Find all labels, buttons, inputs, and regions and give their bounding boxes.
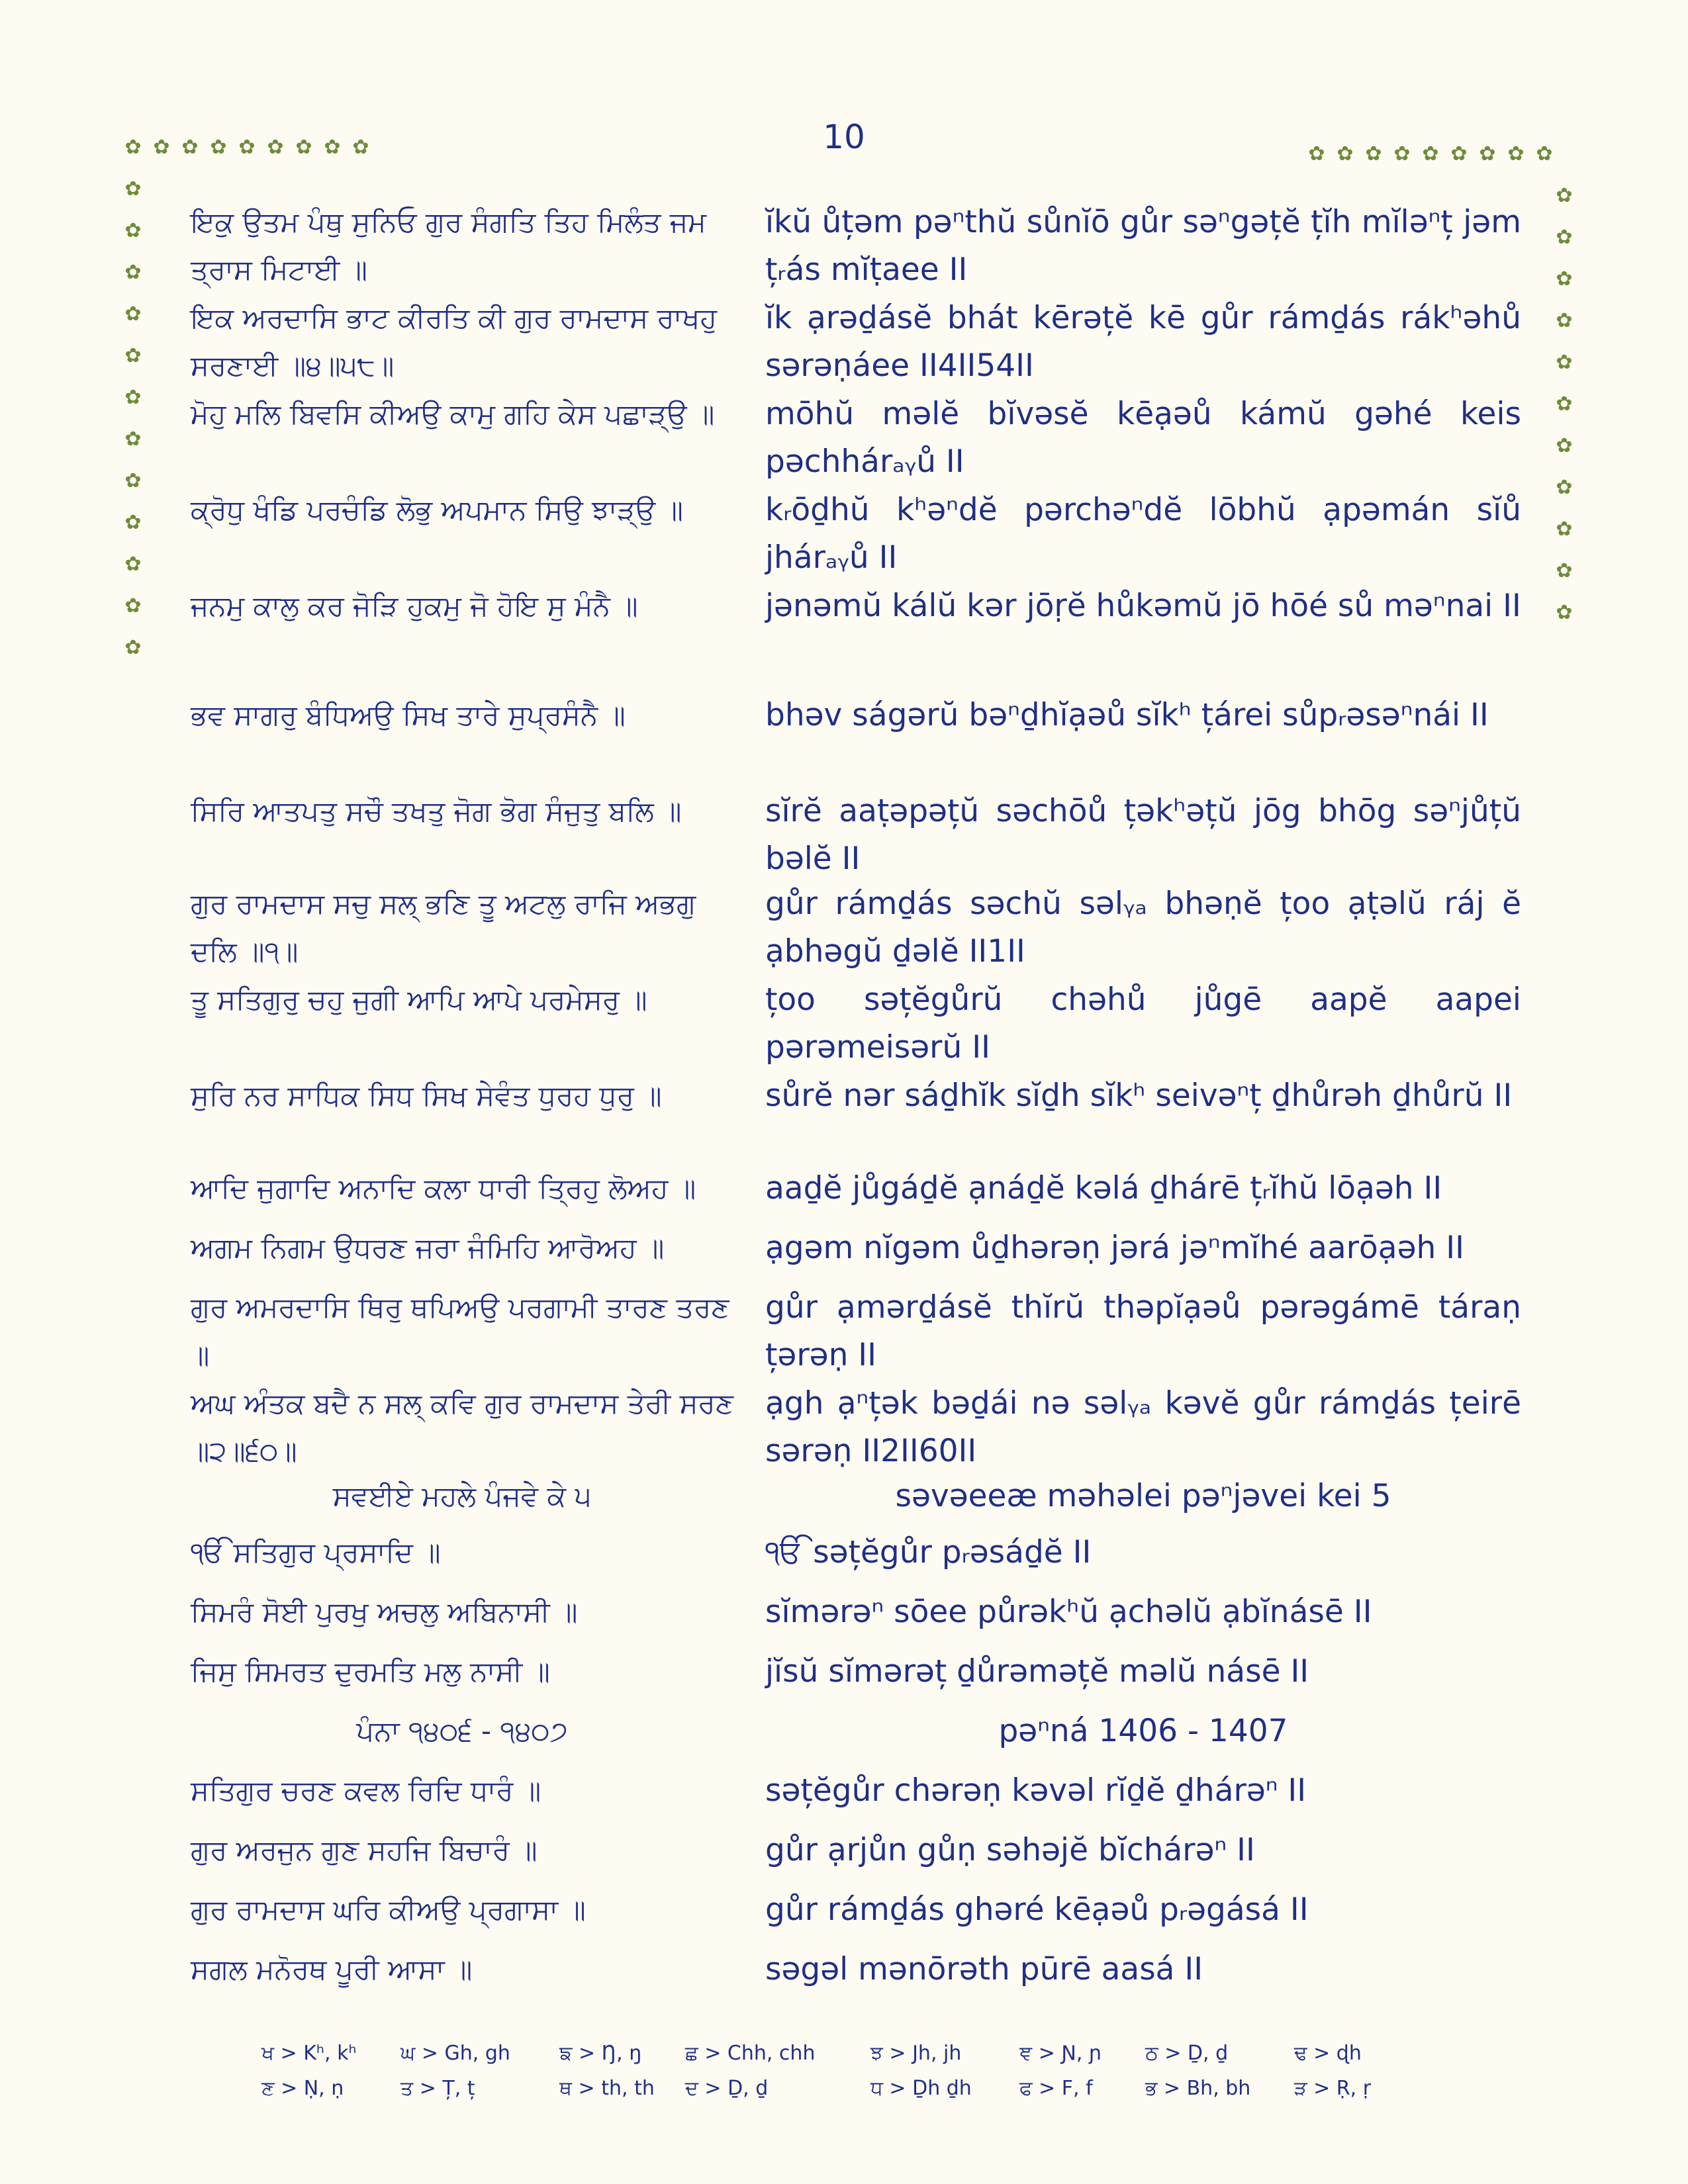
key-entry: ਣ > Ṇ, ṇ [261, 2077, 344, 2100]
transliteration-line: gůr rámḏás ghəré kēạəů pᵣəgásá II [765, 1891, 1309, 1928]
flower-ornament-icon: ✿ [124, 469, 142, 492]
flower-ornament-icon: ✿ [124, 344, 142, 367]
transliteration-line: sůrĕ nər sáḏhĭk sĭḏh sĭkʰ seivəⁿț ḏhůrəh ḏhůrŭ II [765, 1077, 1513, 1114]
verse-row [191, 1165, 1521, 1224]
flower-ornament-icon: ✿ [1422, 142, 1439, 165]
verse-row [191, 1224, 1521, 1284]
verse-row [191, 582, 1521, 678]
flower-ornament-icon: ✿ [1556, 518, 1573, 541]
verse-row [191, 788, 1521, 884]
verse-row [191, 1886, 1521, 1946]
verse-row [191, 880, 1521, 976]
flower-ornament-icon: ✿ [1336, 142, 1354, 165]
transliteration-line: səgəl mənōrəth pūrē aasá II [765, 1951, 1203, 1987]
flower-ornament-icon: ✿ [124, 177, 142, 201]
gurmukhi-line: ਜਨਮੁ ਕਾਲੁ ਕਰ ਜੋੜਿ ਹੁਕਮੁ ਜੋ ਹੋਇ ਸੁ ਮੰਨੈ ॥ [191, 590, 638, 622]
key-entry: ਞ > Ɲ, ɲ [1019, 2042, 1102, 2065]
flower-ornament-icon: ✿ [1556, 392, 1573, 416]
flower-ornament-icon: ✿ [238, 136, 256, 159]
gurmukhi-line: ੴ ਸਤਿਗੁਰ ਪ੍ਰਸਾਦਿ ॥ [191, 1536, 441, 1569]
key-entry: ੜ > Ṛ, ṛ [1294, 2077, 1372, 2100]
gurmukhi-line: ਅਘ ਅੰਤਕ ਬਦੈ ਨ ਸਲ੍ ਕਵਿ ਗੁਰ ਰਾਮਦਾਸ ਤੇਰੀ ਸਰਣ ॥੨॥੬੦॥ [191, 1387, 733, 1467]
flower-ornament-icon: ✿ [1365, 142, 1382, 165]
gurmukhi-line: ਇਕੁ ਉਤਮ ਪੰਥੁ ਸੁਨਿਓ ਗੁਰ ਸੰਗਤਿ ਤਿਹ ਮਿਲੰਤ ਜਮ ਤ੍ਰਾਸ ਮਿਟਾਈ ॥ [191, 206, 706, 286]
flower-ornament-icon: ✿ [295, 136, 312, 159]
flower-ornament-icon: ✿ [1450, 142, 1468, 165]
verse-row [191, 1946, 1521, 2005]
flower-ornament-icon: ✿ [1556, 601, 1573, 624]
transliteration-line: kᵣōḏhŭ kʰəⁿdĕ pərchəⁿdĕ lōbhŭ ạpəmán sĭů jhárₐᵧů II [765, 492, 1521, 576]
flower-ornament-icon: ✿ [1556, 476, 1573, 499]
gurmukhi-line: ਸਿਰਿ ਆਤਪਤੁ ਸਚੌ ਤਖਤੁ ਜੋਗ ਭੋਗ ਸੰਜੁਤੁ ਬਲਿ ॥ [191, 795, 682, 827]
transliteration-line: səțĕgůr chərəṇ kəvəl rĭḏĕ ḏhárəⁿ II [765, 1772, 1307, 1809]
transliteration-line: ạgəm nĭgəm ůḏhərəṇ jərá jəⁿmĭhé aarōạəh II [765, 1230, 1464, 1266]
key-entry: ਭ > Bh, bh [1145, 2077, 1251, 2100]
gurmukhi-line: ਸਿਮਰੰ ਸੋਈ ਪੁਰਖੁ ਅਚਲੁ ਅਬਿਨਾਸੀ ॥ [191, 1596, 578, 1628]
transliteration-line: gůr rámḏás səchŭ səlᵧₐ bhəṇĕ țoo ạṭəlŭ ráj ĕ ạbhəgŭ ḏəlĕ II1II [765, 886, 1521, 970]
page-number: 10 [823, 118, 865, 156]
gurmukhi-line: ਸਵਈਏ ਮਹਲੇ ਪੰਜਵੇ ਕੇ ੫ [332, 1480, 592, 1512]
verse-row [191, 1380, 1521, 1473]
flower-ornament-icon: ✿ [267, 136, 284, 159]
key-entry: ਛ > Chh, chh [685, 2042, 816, 2065]
verse-row [191, 1707, 1521, 1767]
gurmukhi-line: ਗੁਰ ਰਾਮਦਾਸ ਸਚੁ ਸਲ੍ ਭਣਿ ਤੂ ਅਟਲੁ ਰਾਜਿ ਅਭਗੁ ਦਲਿ ॥੧॥ [191, 887, 696, 968]
transliteration-line: ĭkŭ ůțəm pəⁿthŭ sůnĭō gůr səⁿgəțĕ țĭh mĭləⁿț jəm țᵣás mĭṭaee II [765, 204, 1521, 288]
flower-ornament-icon: ✿ [324, 136, 341, 159]
flower-ornament-icon: ✿ [124, 302, 142, 326]
flower-ornament-icon: ✿ [1556, 309, 1573, 332]
verse-row [191, 1529, 1521, 1588]
transliteration-line: gůr ạmərḏásĕ thĭrŭ thəpĭạəů pərəgámē táraṇ țərəṇ II [765, 1289, 1521, 1373]
key-entry: ਙ > Ŋ, ŋ [559, 2042, 642, 2065]
verse-row [191, 390, 1521, 486]
flower-ornament-icon: ✿ [124, 511, 142, 534]
gurmukhi-line: ਸੁਰਿ ਨਰ ਸਾਧਿਕ ਸਿਧ ਸਿਖ ਸੇਵੰਤ ਧੁਰਹ ਧੁਰੁ ॥ [191, 1079, 662, 1112]
verse-row [191, 199, 1521, 295]
transliteration-line: țoo səțĕgůrŭ chəhů jůgē aapĕ aapei pərəmeisərŭ II [765, 981, 1521, 1066]
flower-ornament-icon: ✿ [124, 386, 142, 409]
flower-ornament-icon: ✿ [352, 136, 369, 159]
verse-row [191, 1588, 1521, 1648]
gurmukhi-line: ਗੁਰ ਅਮਰਦਾਸਿ ਥਿਰੁ ਥਪਿਅਉ ਪਰਗਾਮੀ ਤਾਰਣ ਤਰਣ ॥ [191, 1291, 729, 1371]
key-entry: ਢ > ɖh [1294, 2042, 1362, 2065]
transliteration-line: ạgh ạⁿțək bəḏái nə səlᵧₐ kəvĕ gůr rámḏás țeirē sərəṇ II2II60II [765, 1385, 1521, 1469]
flower-ornament-icon: ✿ [124, 553, 142, 576]
transliteration-line: jənəmŭ kálŭ kər jōṛĕ hůkəmŭ jō hōé sů məⁿnai II [765, 588, 1521, 624]
gurmukhi-line: ਆਦਿ ਜੁਗਾਦਿ ਅਨਾਦਿ ਕਲਾ ਧਾਰੀ ਤ੍ਰਿਹੁ ਲੋਅਹ ॥ [191, 1172, 696, 1205]
flower-ornament-icon: ✿ [1556, 267, 1573, 291]
flower-ornament-icon: ✿ [1556, 351, 1573, 374]
gurmukhi-line: ਜਿਸੁ ਸਿਮਰਤ ਦੁਰਮਤਿ ਮਲੁ ਨਾਸੀ ॥ [191, 1655, 550, 1688]
transliteration-line: mōhŭ məlĕ bĭvəsĕ kēạəů kámŭ gəhé keis pəchhárₐᵧů II [765, 396, 1521, 480]
key-entry: ਖ > Kʰ, kʰ [261, 2042, 357, 2065]
transliteration-line: ĭk ạrəḏásĕ bhát kērəțĕ kē gůr rámḏás rákʰəhů sərəṇáee II4II54II [765, 300, 1521, 384]
verse-row [191, 1284, 1521, 1380]
flower-ornament-icon: ✿ [124, 136, 142, 159]
key-entry: ਦ > Ḏ, ḏ [685, 2077, 769, 2100]
flower-ornament-icon: ✿ [1393, 142, 1411, 165]
gurmukhi-line: ਸਤਿਗੁਰ ਚਰਣ ਕਵਲ ਰਿਦਿ ਧਾਰੰ ॥ [191, 1774, 541, 1807]
transliteration-line: sĭrĕ aaṭəpəțŭ səchōů țəkʰəțŭ jōg bhōg səⁿjůțŭ bəlĕ II [765, 793, 1521, 877]
flower-ornament-icon: ✿ [1479, 142, 1496, 165]
key-entry: ਧ > Ḏh ḏh [870, 2077, 972, 2100]
key-entry: ਘ > Gh, gh [400, 2042, 510, 2065]
transliteration-line: sĭmərəⁿ sōee půrəkʰŭ ạchəlŭ ạbĭnásē II [765, 1594, 1372, 1630]
flower-ornament-icon: ✿ [1308, 142, 1325, 165]
flower-ornament-icon: ✿ [1536, 142, 1553, 165]
flower-ornament-icon: ✿ [153, 136, 170, 159]
verse-row [191, 692, 1521, 751]
flower-ornament-icon: ✿ [124, 261, 142, 284]
verse-row [191, 976, 1521, 1072]
flower-ornament-icon: ✿ [181, 136, 199, 159]
flower-ornament-icon: ✿ [124, 636, 142, 659]
key-entry: ਠ > Ḏ, ḏ [1145, 2042, 1229, 2065]
key-entry: ਤ > Ț, ț [400, 2077, 475, 2100]
verse-row [191, 1767, 1521, 1827]
transliteration-line: ੴ səțĕgůr pᵣəsáḏĕ II [765, 1534, 1092, 1570]
transliteration-line: jĭsŭ sĭmərəț ḏůrəməțĕ məlŭ násē II [765, 1653, 1309, 1690]
verse-row [191, 295, 1521, 390]
transliteration-line: aaḏĕ jůgáḏĕ ạnáḏĕ kəlá ḏhárē țᵣĭhŭ lōạəh II [765, 1170, 1442, 1206]
gurmukhi-line: ਮੋਹੁ ਮਲਿ ਬਿਵਸਿ ਕੀਅਉ ਕਾਮੁ ਗਹਿ ਕੇਸ ਪਛਾੜ੍ਉ ॥ [191, 398, 715, 430]
gurmukhi-line: ਪੰਨਾ ੧੪੦੬ - ੧੪੦੭ [356, 1715, 568, 1747]
gurmukhi-line: ਇਕ ਅਰਦਾਸਿ ਭਾਟ ਕੀਰਤਿ ਕੀ ਗੁਰ ਰਾਮਦਾਸ ਰਾਖਹੁ ਸਰਣਾਈ ॥੪॥੫੮॥ [191, 302, 717, 382]
verse-row [191, 486, 1521, 582]
key-entry: ਫ > F, f [1019, 2077, 1093, 2100]
transliteration-line: səvəeeæ məhəlei pəⁿjəvei kei 5 [895, 1478, 1391, 1514]
flower-ornament-icon: ✿ [124, 594, 142, 617]
flower-ornament-icon: ✿ [1556, 434, 1573, 457]
transliteration-line: pəⁿná 1406 - 1407 [998, 1713, 1288, 1749]
flower-ornament-icon: ✿ [124, 219, 142, 242]
verse-row [191, 1827, 1521, 1886]
key-entry: ਝ > Jh, jh [870, 2042, 962, 2065]
gurmukhi-line: ਅਗਮ ਨਿਗਮ ਉਧਰਣ ਜਰਾ ਜੰਮਿਹਿ ਆਰੋਅਹ ॥ [191, 1232, 665, 1264]
gurmukhi-line: ਕ੍ਰੋਧੁ ਖੰਡਿ ਪਰਚੰਡਿ ਲੋਭੁ ਅਪਮਾਨ ਸਿਉ ਝਾੜ੍ਉ ॥ [191, 494, 683, 526]
verse-row [191, 1648, 1521, 1707]
verse-row [191, 1473, 1521, 1529]
gurmukhi-line: ਗੁਰ ਰਾਮਦਾਸ ਘਰਿ ਕੀਅਉ ਪ੍ਰਗਾਸਾ ॥ [191, 1893, 586, 1926]
flower-ornament-icon: ✿ [1507, 142, 1524, 165]
flower-ornament-icon: ✿ [1556, 226, 1573, 249]
gurmukhi-line: ਗੁਰ ਅਰਜੁਨ ਗੁਣ ਸਹਜਿ ਬਿਚਾਰੰ ॥ [191, 1834, 538, 1866]
gurmukhi-line: ਤੂ ਸਤਿਗੁਰੁ ਚਹੁ ਜੁਗੀ ਆਪਿ ਆਪੇ ਪਰਮੇਸਰੁ ॥ [191, 983, 647, 1016]
flower-ornament-icon: ✿ [1556, 559, 1573, 582]
verse-row [191, 1072, 1521, 1165]
flower-ornament-icon: ✿ [124, 428, 142, 451]
gurmukhi-line: ਭਵ ਸਾਗਰੁ ਬੰਧਿਅਉ ਸਿਖ ਤਾਰੇ ਸੁਪ੍ਰਸੰਨੈ ॥ [191, 699, 626, 731]
transliteration-line: bhəv ságərŭ bəⁿḏhĭạəů sĭkʰ țárei sůpᵣəsəⁿnái II [765, 697, 1489, 733]
transliteration-line: gůr ạrjůn gůṇ səhəjĕ bĭchárəⁿ II [765, 1832, 1255, 1868]
flower-ornament-icon: ✿ [210, 136, 227, 159]
flower-ornament-icon: ✿ [1556, 184, 1573, 207]
key-entry: ਥ > th, th [559, 2077, 655, 2100]
gurmukhi-line: ਸਗਲ ਮਨੋਰਥ ਪੂਰੀ ਆਸਾ ॥ [191, 1953, 473, 1985]
